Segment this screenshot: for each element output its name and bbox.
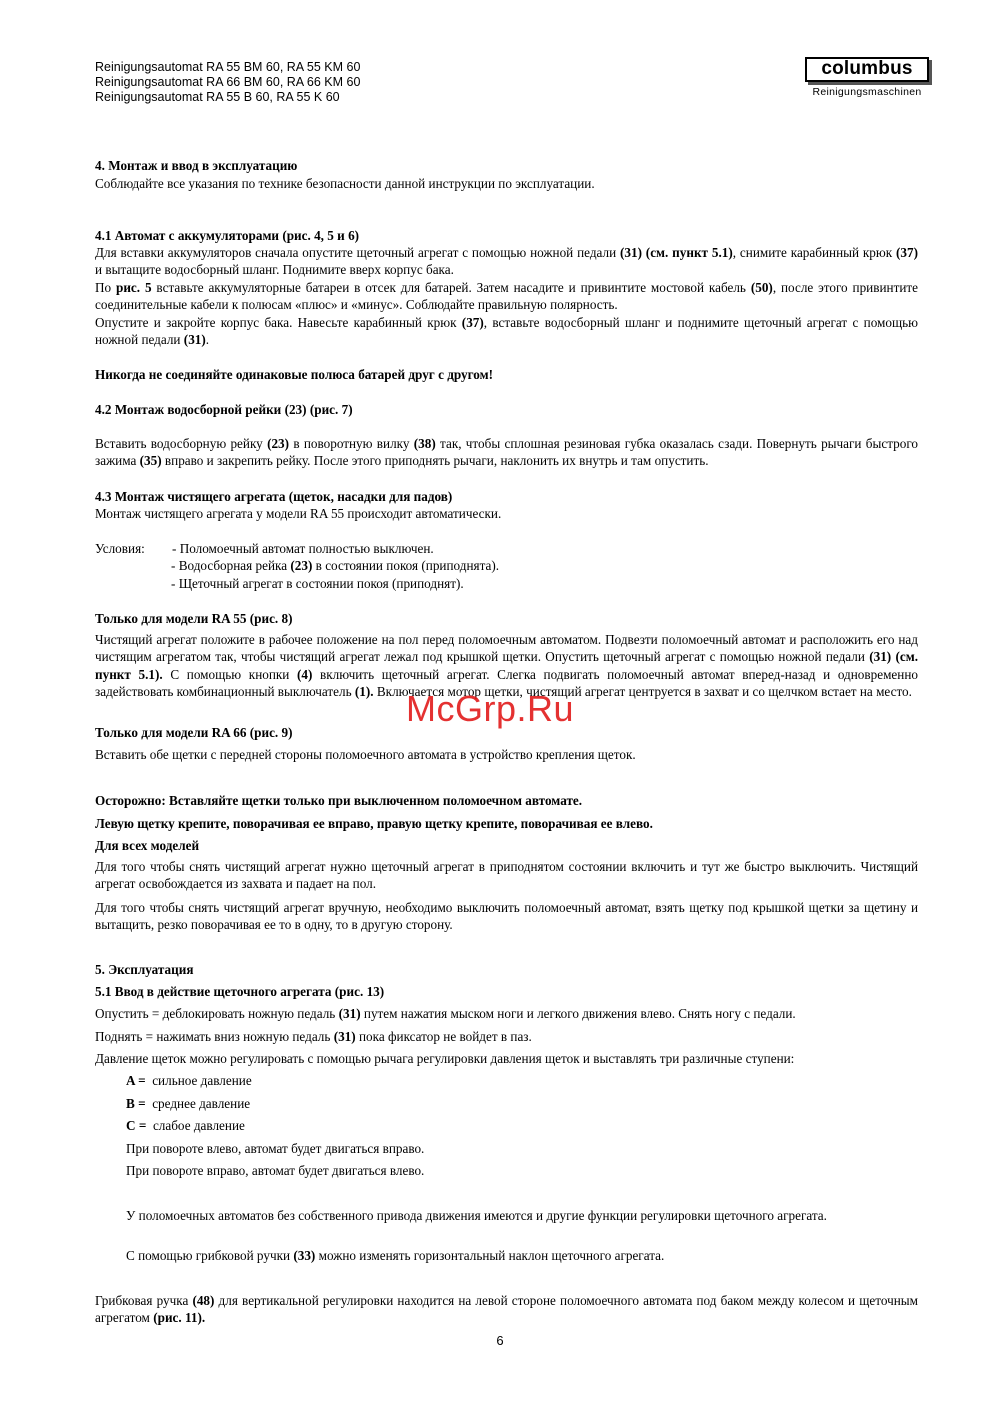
watermark: McGrp.Ru [406, 688, 575, 729]
all-models-title: Для всех моделей [95, 838, 200, 853]
ra66-paragraph: Вставить обе щетки с передней стороны поломоечного автомата в устройство крепления щеток. [95, 747, 636, 762]
page-number: 6 [496, 1333, 504, 1348]
pressure-level-c: C = слабое давление [126, 1118, 245, 1133]
all-models-paragraph-2: Для того чтобы снять чистящий агрегат вручную, необходимо выключить поломоечный автомат, взять щетку под крышкой щетки за щетину и вытащить, резко поворачивая ее то в одну, то в другую сторону. [95, 900, 918, 933]
section-4-text: Соблюдайте все указания по технике безопасности данной инструкции по эксплуатации. [95, 176, 595, 191]
raise-step: Поднять = нажимать вниз ножную педаль (31) пока фиксатор не войдет в паз. [95, 1029, 532, 1044]
caution-line-2: Левую щетку крепите, поворачивая ее вправо, правую щетку крепите, поворачивая ее влево. [95, 816, 653, 831]
mushroom-knob-note: С помощью грибковой ручки (33) можно изменять горизонтальный наклон щеточного агрегата. [126, 1248, 665, 1263]
logo-wordmark: columbus [805, 57, 929, 82]
logo-subtitle: Reinigungsmaschinen [812, 86, 922, 98]
pressure-level-b: B = среднее давление [126, 1096, 251, 1111]
ra66-title: Только для модели RA 66 (рис. 9) [95, 725, 293, 740]
section-4-3-title: 4.3 Монтаж чистящего агрегата (щеток, насадки для падов) [95, 489, 453, 504]
header-models [95, 60, 360, 105]
all-models-paragraph-1: Для того чтобы снять чистящий агрегат нужно щеточный агрегат в приподнятом состоянии включить и тут же быстро выключить. Чистящий агрегат освобождается из захвата и падает на пол. [95, 859, 918, 892]
section-4-3-text: Монтаж чистящего агрегата у модели RA 55 происходит автоматически. [95, 506, 502, 521]
columbus-logo [805, 57, 929, 98]
lower-step: Опустить = деблокировать ножную педаль (31) путем нажатия мыском ноги и легкого движения влево. Снять ногу с педали. [95, 1006, 796, 1021]
conditions-label: Условия: [95, 541, 145, 556]
section-5-1-title: 5.1 Ввод в действие щеточного агрегата (рис. 13) [95, 984, 385, 999]
caution-line-1: Осторожно: Вставляйте щетки только при выключенном поломоечном автомате. [95, 793, 583, 808]
section-4-1-paragraph-3: Опустите и закройте корпус бака. Навесьте карабинный крюк (37), вставьте водосборный шланг и поднимите щеточный агрегат с помощью ножной педали (31). [95, 315, 918, 348]
section-4-2-title: 4.2 Монтаж водосборной рейки (23) (рис. 7) [95, 402, 353, 417]
condition-item: - Водосборная рейка (23) в состоянии покоя (приподнята). [171, 558, 500, 573]
condition-item: - Щеточный агрегат в состоянии покоя (приподнят). [171, 576, 464, 591]
header-line: Reinigungsautomat RA 66 BM 60, RA 66 KM 60 [95, 75, 361, 89]
ra55-title: Только для модели RA 55 (рис. 8) [95, 611, 293, 626]
pressure-level-a: A = сильное давление [126, 1073, 252, 1088]
turn-left-note: При повороте влево, автомат будет двигаться вправо. [126, 1141, 425, 1156]
section-4-2-paragraph: Вставить водосборную рейку (23) в поворотную вилку (38) так, чтобы сплошная резиновая губка оказалась сзади. Повернуть рычаги быстрого зажима (35) вправо и закрепить рейку. После этого приподнять рычаги, наклонить их внутрь и там опустить. [95, 436, 918, 469]
pressure-intro: Давление щеток можно регулировать с помощью рычага регулировки давления щеток и выставлять три различные ступени: [95, 1051, 795, 1066]
section-4-1-paragraph-1: Для вставки аккумуляторов сначала опустите щеточный агрегат с помощью ножной педали (31) (см. пункт 5.1), снимите карабинный крюк (37) и вытащите водосборный шланг. Поднимите вверх корпус бака. [95, 245, 918, 278]
condition-item: - Поломоечный автомат полностью выключен. [172, 541, 434, 556]
ra55-paragraph: Чистящий агрегат положите в рабочее положение на пол перед поломоечным автоматом. Подвезти поломоечный автомат и расположить его над чистящим агрегатом так, чтобы чистящий агрегат лежал под крышкой щетки. Опустить щеточный агрегат с помощью ножной педали (31) (см. пункт 5.1). С помощью кнопки (4) включить щеточный агрегат. Слегка подвигать поломоечный автомат вперед-назад и одновременно задействовать комбинационный выключатель (1). Включается мотор щетки, чистящий агрегат центруется в захват и со щелчком встает на место. [95, 632, 918, 699]
battery-warning: Никогда не соединяйте одинаковые полюса батарей друг с другом! [95, 367, 494, 382]
header-line: Reinigungsautomat RA 55 BM 60, RA 55 KM 60 [95, 60, 361, 74]
final-paragraph: Грибковая ручка (48) для вертикальной регулировки находится на левой стороне поломоечного автомата под баком между колесом и щеточным агрегатом (рис. 11). [95, 1293, 918, 1326]
section-5-title: 5. Эксплуатация [95, 962, 194, 977]
no-drive-note: У поломоечных автоматов без собственного привода движения имеются и другие функции регулировки щеточного агрегата. [126, 1208, 827, 1223]
section-4-1-title: 4.1 Автомат с аккумуляторами (рис. 4, 5 и 6) [95, 228, 360, 243]
section-4-1-paragraph-2: По рис. 5 вставьте аккумуляторные батареи в отсек для батарей. Затем насадите и привинтите мостовой кабель (50), после этого привинтите соединительные кабели к полюсам «плюс» и «минус». Соблюдайте правильную полярность. [95, 280, 919, 313]
header-line: Reinigungsautomat RA 55 B 60, RA 55 K 60 [95, 90, 340, 104]
turn-right-note: При повороте вправо, автомат будет двигаться влево. [126, 1163, 425, 1178]
section-4-title: 4. Монтаж и ввод в эксплуатацию [95, 158, 298, 173]
